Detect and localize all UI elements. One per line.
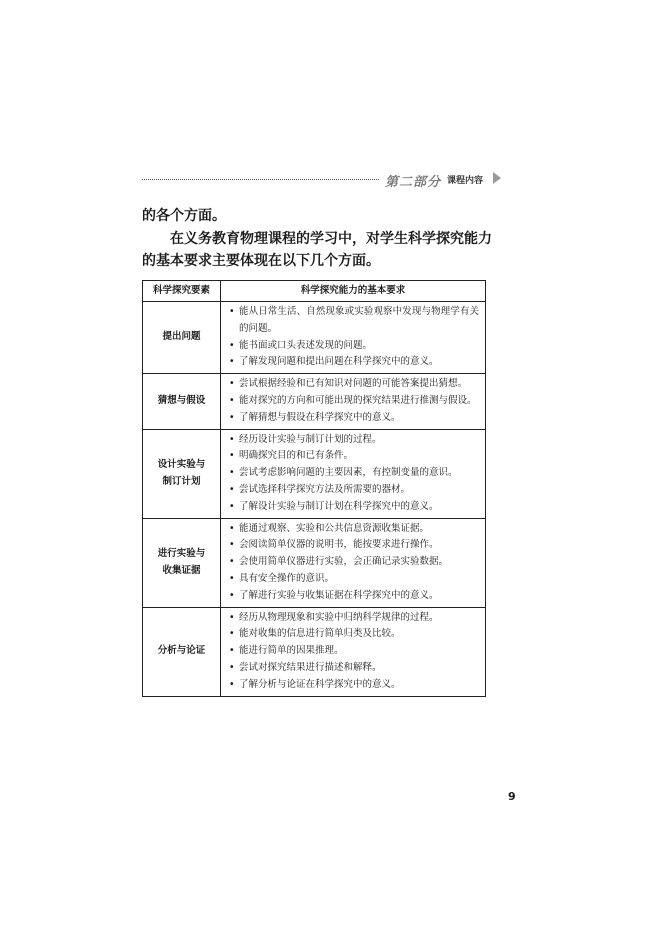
requirements-list	[229, 610, 479, 694]
requirements-cell	[221, 302, 486, 374]
paragraph-continuation	[142, 205, 492, 227]
requirements-list	[229, 304, 479, 371]
list-item: • 会阅读简单仪器的说明书，能按要求进行操作。	[229, 537, 479, 554]
triangle-right-icon	[493, 172, 501, 184]
requirements-cell	[221, 518, 486, 607]
list-item: • 尝试根据经验和已有知识对问题的可能答案提出猜想。	[229, 376, 479, 393]
list-item: • 能书面或口头表述发现的问题。	[229, 338, 479, 355]
inquiry-element-label: 猜想与假设	[157, 394, 206, 406]
inquiry-element-label: 提出问题	[162, 331, 201, 343]
list-item: • 尝试选择科学探究方法及所需要的器材。	[229, 482, 479, 499]
list-item: • 了解发现问题和提出问题在科学探究中的意义。	[229, 354, 479, 371]
table-row	[143, 302, 486, 374]
inquiry-element-cell	[143, 302, 221, 374]
list-item: • 了解分析与论证在科学探究中的意义。	[229, 677, 479, 694]
page-number: 9	[508, 790, 516, 803]
column-header-requirements: 科学探究能力的基本要求	[221, 281, 486, 302]
inquiry-element-cell	[143, 518, 221, 607]
inquiry-element-cell	[143, 429, 221, 518]
table-row	[143, 607, 486, 696]
list-item: • 能进行简单的因果推理。	[229, 643, 479, 660]
list-item: • 尝试对探究结果进行描述和解释。	[229, 660, 479, 677]
table-row	[143, 518, 486, 607]
inquiry-element-label: 设计实验与	[157, 458, 206, 470]
list-item: • 了解进行实验与收集证据在科学探究中的意义。	[229, 588, 479, 605]
inquiry-requirements-table	[142, 280, 486, 697]
inquiry-element-label: 进行实验与	[157, 547, 206, 559]
list-item: • 会使用简单仪器进行实验，会正确记录实验数据。	[229, 554, 479, 571]
list-item: • 能对探究的方向和可能出现的探究结果进行推测与假设。	[229, 393, 479, 410]
paragraph-line: 在义务教育物理课程的学习中，对学生科学探究能力	[170, 231, 492, 247]
header-part-title: 第二部分	[385, 175, 442, 190]
requirements-cell	[221, 607, 486, 696]
requirements-list	[229, 521, 479, 605]
list-item: • 具有安全操作的意识。	[229, 571, 479, 588]
inquiry-element-label: 制订计划	[162, 475, 201, 487]
list-item: • 能通过观察、实验和公共信息资源收集证据。	[229, 521, 479, 538]
inquiry-element-label: 分析与论证	[157, 645, 206, 657]
list-item: • 明确探究目的和已有条件。	[229, 448, 479, 465]
table-header-row	[143, 281, 486, 302]
inquiry-element-cell	[143, 607, 221, 696]
paragraph-line: 的基本要求主要体现在以下几个方面。	[142, 253, 380, 269]
inquiry-element-cell	[143, 374, 221, 429]
requirements-cell	[221, 429, 486, 518]
list-item: • 经历设计实验与制订计划的过程。	[229, 432, 479, 449]
table-row	[143, 429, 486, 518]
paragraph-line: 的各个方面。	[142, 208, 226, 224]
inquiry-element-label: 收集证据	[162, 564, 201, 576]
list-item: • 尝试考虑影响问题的主要因素，有控制变量的意识。	[229, 465, 479, 482]
header-section-title: 课程内容	[447, 176, 484, 186]
list-item: • 了解猜想与假设在科学探究中的意义。	[229, 410, 479, 427]
requirements-list	[229, 376, 479, 426]
list-item: • 能对收集的信息进行简单归类及比较。	[229, 626, 479, 643]
list-item: • 经历从物理现象和实验中归纳科学规律的过程。	[229, 610, 479, 627]
requirements-cell	[221, 374, 486, 429]
running-header	[142, 170, 502, 188]
list-item: • 能从日常生活、自然现象或实验观察中发现与物理学有关的问题。	[229, 304, 479, 338]
column-header-element: 科学探究要素	[143, 281, 221, 302]
header-dotted-rule	[142, 179, 379, 180]
list-item: • 了解设计实验与制订计划在科学探究中的意义。	[229, 499, 479, 516]
table-row	[143, 374, 486, 429]
paragraph-intro	[142, 228, 492, 272]
requirements-list	[229, 432, 479, 516]
